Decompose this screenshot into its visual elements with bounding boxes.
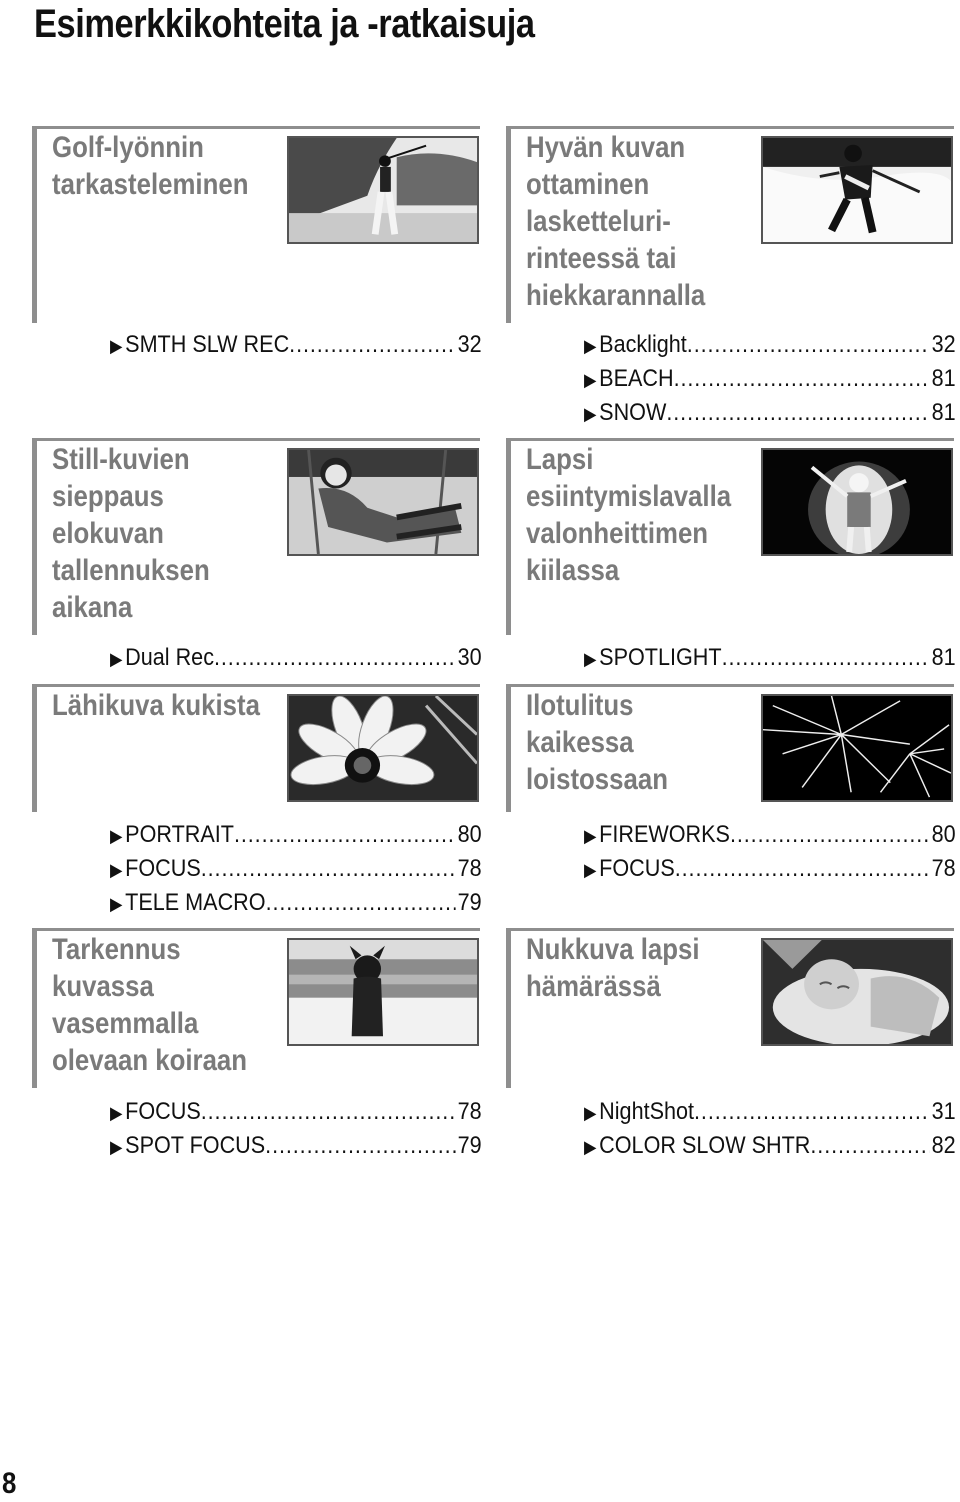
example-card-sleeping-child [506,928,954,1088]
leader-dots [666,396,930,430]
leader-dots [266,886,456,920]
card-title: Hyvän kuvan ottaminen lasketteluri- rinteessä tai hiekkarannalla [526,131,706,312]
card-title: Lapsi esiintymislavalla valonheittimen kiilassa [526,443,732,587]
example-card-fireworks [506,684,954,812]
reference-list [584,1095,956,1163]
leader-dots [234,818,456,852]
leader-dots [675,852,930,886]
leader-dots [265,1129,456,1163]
triangle-bullet-icon: ▶ [584,1137,597,1157]
flower-closeup-photo [287,694,479,802]
card-title: Still-kuvien sieppaus elokuvan tallennuksen aikana [52,443,210,624]
dog-beach-photo [287,938,479,1046]
reference-item: ▶ Dual Rec ..... 30 [110,641,482,675]
reference-item: ▶ SMTH SLW REC ..... 32 [110,328,482,362]
triangle-bullet-icon: ▶ [110,1103,123,1123]
example-card-flower [32,684,480,812]
triangle-bullet-icon: ▶ [110,336,123,356]
reference-item: ▶ BEACH ..... 81 [584,362,956,396]
example-card-still-capture [32,438,480,635]
triangle-bullet-icon: ▶ [110,894,123,914]
example-card-golf [32,126,480,323]
reference-list [110,1095,482,1163]
reference-item: ▶ SNOW ..... 81 [584,396,956,430]
reference-list [584,641,956,675]
triangle-bullet-icon: ▶ [584,1103,597,1123]
triangle-bullet-icon: ▶ [110,649,123,669]
reference-item: ▶ FOCUS ..... 78 [584,852,956,886]
leader-dots [687,328,930,362]
reference-item: ▶ NightShot ..... 31 [584,1095,956,1129]
leader-dots [730,818,930,852]
leader-dots [201,1095,456,1129]
leader-dots [722,641,930,675]
sleeping-child-photo [761,938,953,1046]
example-card-spotlight [506,438,954,635]
card-title: Nukkuva lapsi hämärässä [526,933,700,1003]
triangle-bullet-icon: ▶ [110,826,123,846]
leader-dots [810,1129,929,1163]
reference-list [110,641,482,675]
triangle-bullet-icon: ▶ [110,1137,123,1157]
golf-swing-photo [287,136,479,244]
reference-item: ▶ SPOTLIGHT ..... 81 [584,641,956,675]
child-on-swing-photo [287,448,479,556]
triangle-bullet-icon: ▶ [584,649,597,669]
leader-dots [289,328,456,362]
card-title: Ilotulitus kaikessa loistossaan [526,689,668,796]
page-number: 8 [2,1467,17,1500]
leader-dots [694,1095,930,1129]
card-title: Lähikuva kukista [52,689,260,722]
example-card-dog-focus [32,928,480,1088]
fireworks-photo [761,694,953,802]
reference-item: ▶ SPOT FOCUS ..... 79 [110,1129,482,1163]
reference-item: ▶ FOCUS ..... 78 [110,1095,482,1129]
triangle-bullet-icon: ▶ [584,336,597,356]
reference-item: ▶ PORTRAIT ..... 80 [110,818,482,852]
example-card-ski-beach [506,126,954,323]
leader-dots [674,362,930,396]
reference-list [584,328,956,430]
reference-item: ▶ COLOR SLOW SHTR ..... 82 [584,1129,956,1163]
reference-list [110,818,482,920]
card-title: Golf-lyönnin tarkasteleminen [52,131,249,201]
reference-list [110,328,482,362]
triangle-bullet-icon: ▶ [584,370,597,390]
skier-photo [761,136,953,244]
reference-item: ▶ FOCUS ..... 78 [110,852,482,886]
triangle-bullet-icon: ▶ [584,860,597,880]
reference-list [584,818,956,886]
triangle-bullet-icon: ▶ [584,826,597,846]
reference-item: ▶ FIREWORKS ..... 80 [584,818,956,852]
triangle-bullet-icon: ▶ [584,404,597,424]
triangle-bullet-icon: ▶ [110,860,123,880]
reference-item: ▶ TELE MACRO ..... 79 [110,886,482,920]
leader-dots [201,852,456,886]
leader-dots [214,641,456,675]
child-spotlight-photo [761,448,953,556]
page-title: Esimerkkikohteita ja -ratkaisuja [34,2,535,46]
reference-item: ▶ Backlight ..... 32 [584,328,956,362]
card-title: Tarkennus kuvassa vasemmalla olevaan koiraan [52,933,248,1077]
